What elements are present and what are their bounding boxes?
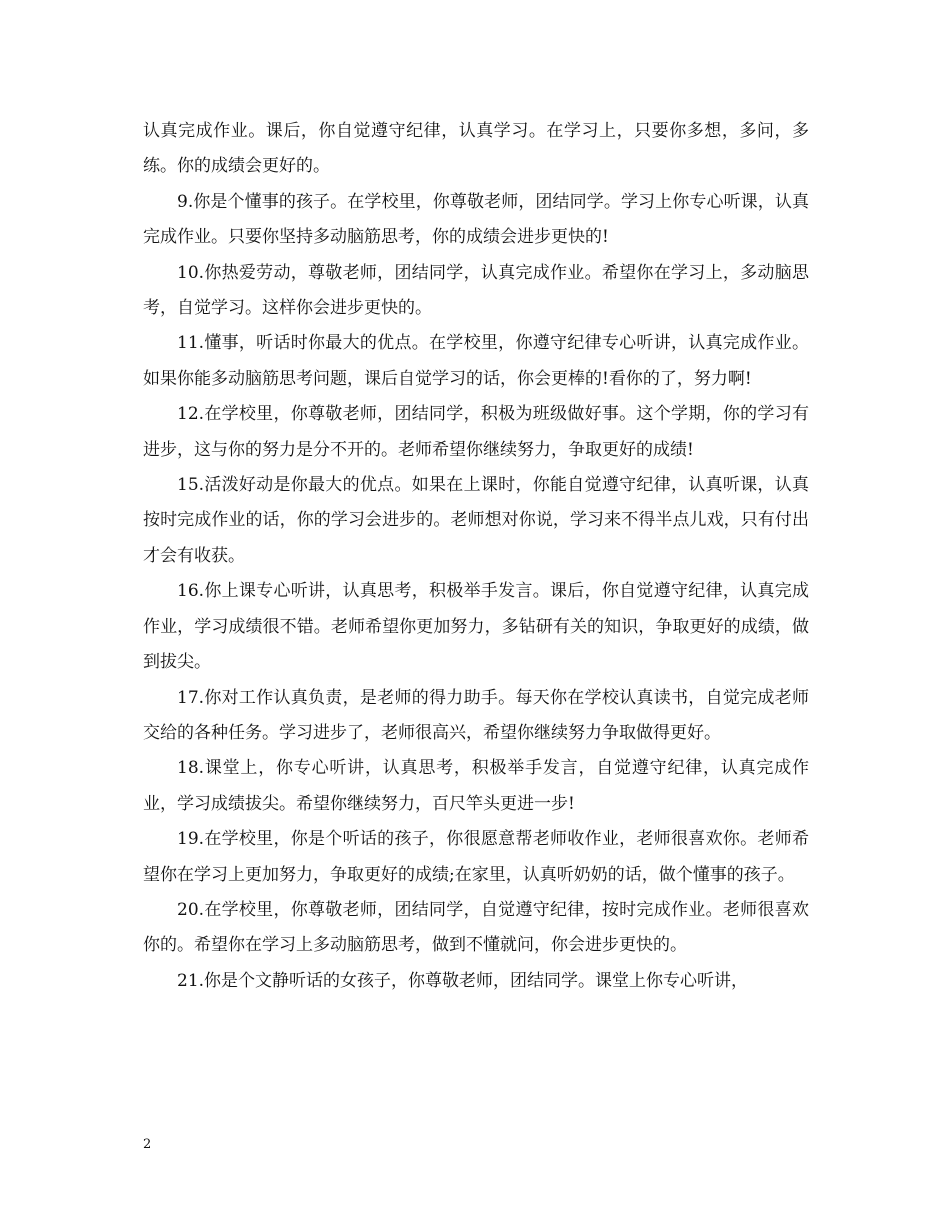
paragraph-item-21: 21.你是个文静听话的女孩子，你尊敬老师，团结同学。课堂上你专心听讲， xyxy=(177,970,749,991)
paragraph-continued: 认真完成作业。课后，你自觉遵守纪律，认真学习。在学习上，只要你多想，多问，多练。你的成绩会更好的。 xyxy=(143,121,809,177)
page-number: 2 xyxy=(143,1137,152,1152)
paragraph-item-19: 19.在学校里，你是个听话的孩子，你很愿意帮老师收作业，老师很喜欢你。老师希望你在学习上更加努力，争取更好的成绩;在家里，认真听奶奶的话，做个懂事的孩子。 xyxy=(143,829,809,885)
paragraph-item-20: 20.在学校里，你尊敬老师，团结同学，自觉遵守纪律，按时完成作业。老师很喜欢你的。希望你在学习上多动脑筋思考，做到不懂就问，你会进步更快的。 xyxy=(143,899,809,956)
paragraph-item-12: 12.在学校里，你尊敬老师，团结同学，积极为班级做好事。这个学期，你的学习有进步，这与你的努力是分不开的。老师希望你继续努力，争取更好的成绩! xyxy=(143,404,809,460)
paragraph-item-10: 10.你热爱劳动，尊敬老师，团结同学，认真完成作业。希望你在学习上，多动脑思考，自觉学习。这样你会进步更快的。 xyxy=(143,262,809,319)
document-body xyxy=(143,114,809,999)
paragraph-item-17: 17.你对工作认真负责，是老师的得力助手。每天你在学校认真读书，自觉完成老师交给的各种任务。学习进步了，老师很高兴，希望你继续努力争取做得更好。 xyxy=(143,687,809,743)
paragraph-item-15: 15.活泼好动是你最大的优点。如果在上课时，你能自觉遵守纪律，认真听课，认真按时完成作业的话，你的学习会进步的。老师想对你说，学习来不得半点儿戏，只有付出才会有收获。 xyxy=(143,475,809,566)
paragraph-item-9: 9.你是个懂事的孩子。在学校里，你尊敬老师，团结同学。学习上你专心听课，认真完成作业。只要你坚持多动脑筋思考，你的成绩会进步更快的! xyxy=(143,191,809,248)
paragraph-item-16: 16.你上课专心听讲，认真思考，积极举手发言。课后，你自觉遵守纪律，认真完成作业，学习成绩很不错。老师希望你更加努力，多钻研有关的知识，争取更好的成绩，做到拔尖。 xyxy=(143,581,809,673)
paragraph-item-11: 11.懂事，听话时你最大的优点。在学校里，你遵守纪律专心听讲，认真完成作业。如果你能多动脑筋思考问题，课后自觉学习的话，你会更棒的!看你的了，努力啊! xyxy=(143,333,809,389)
paragraph-item-18: 18.课堂上，你专心听讲，认真思考，积极举手发言，自觉遵守纪律，认真完成作业，学习成绩拔尖。希望你继续努力，百尺竿头更进一步! xyxy=(143,758,809,814)
